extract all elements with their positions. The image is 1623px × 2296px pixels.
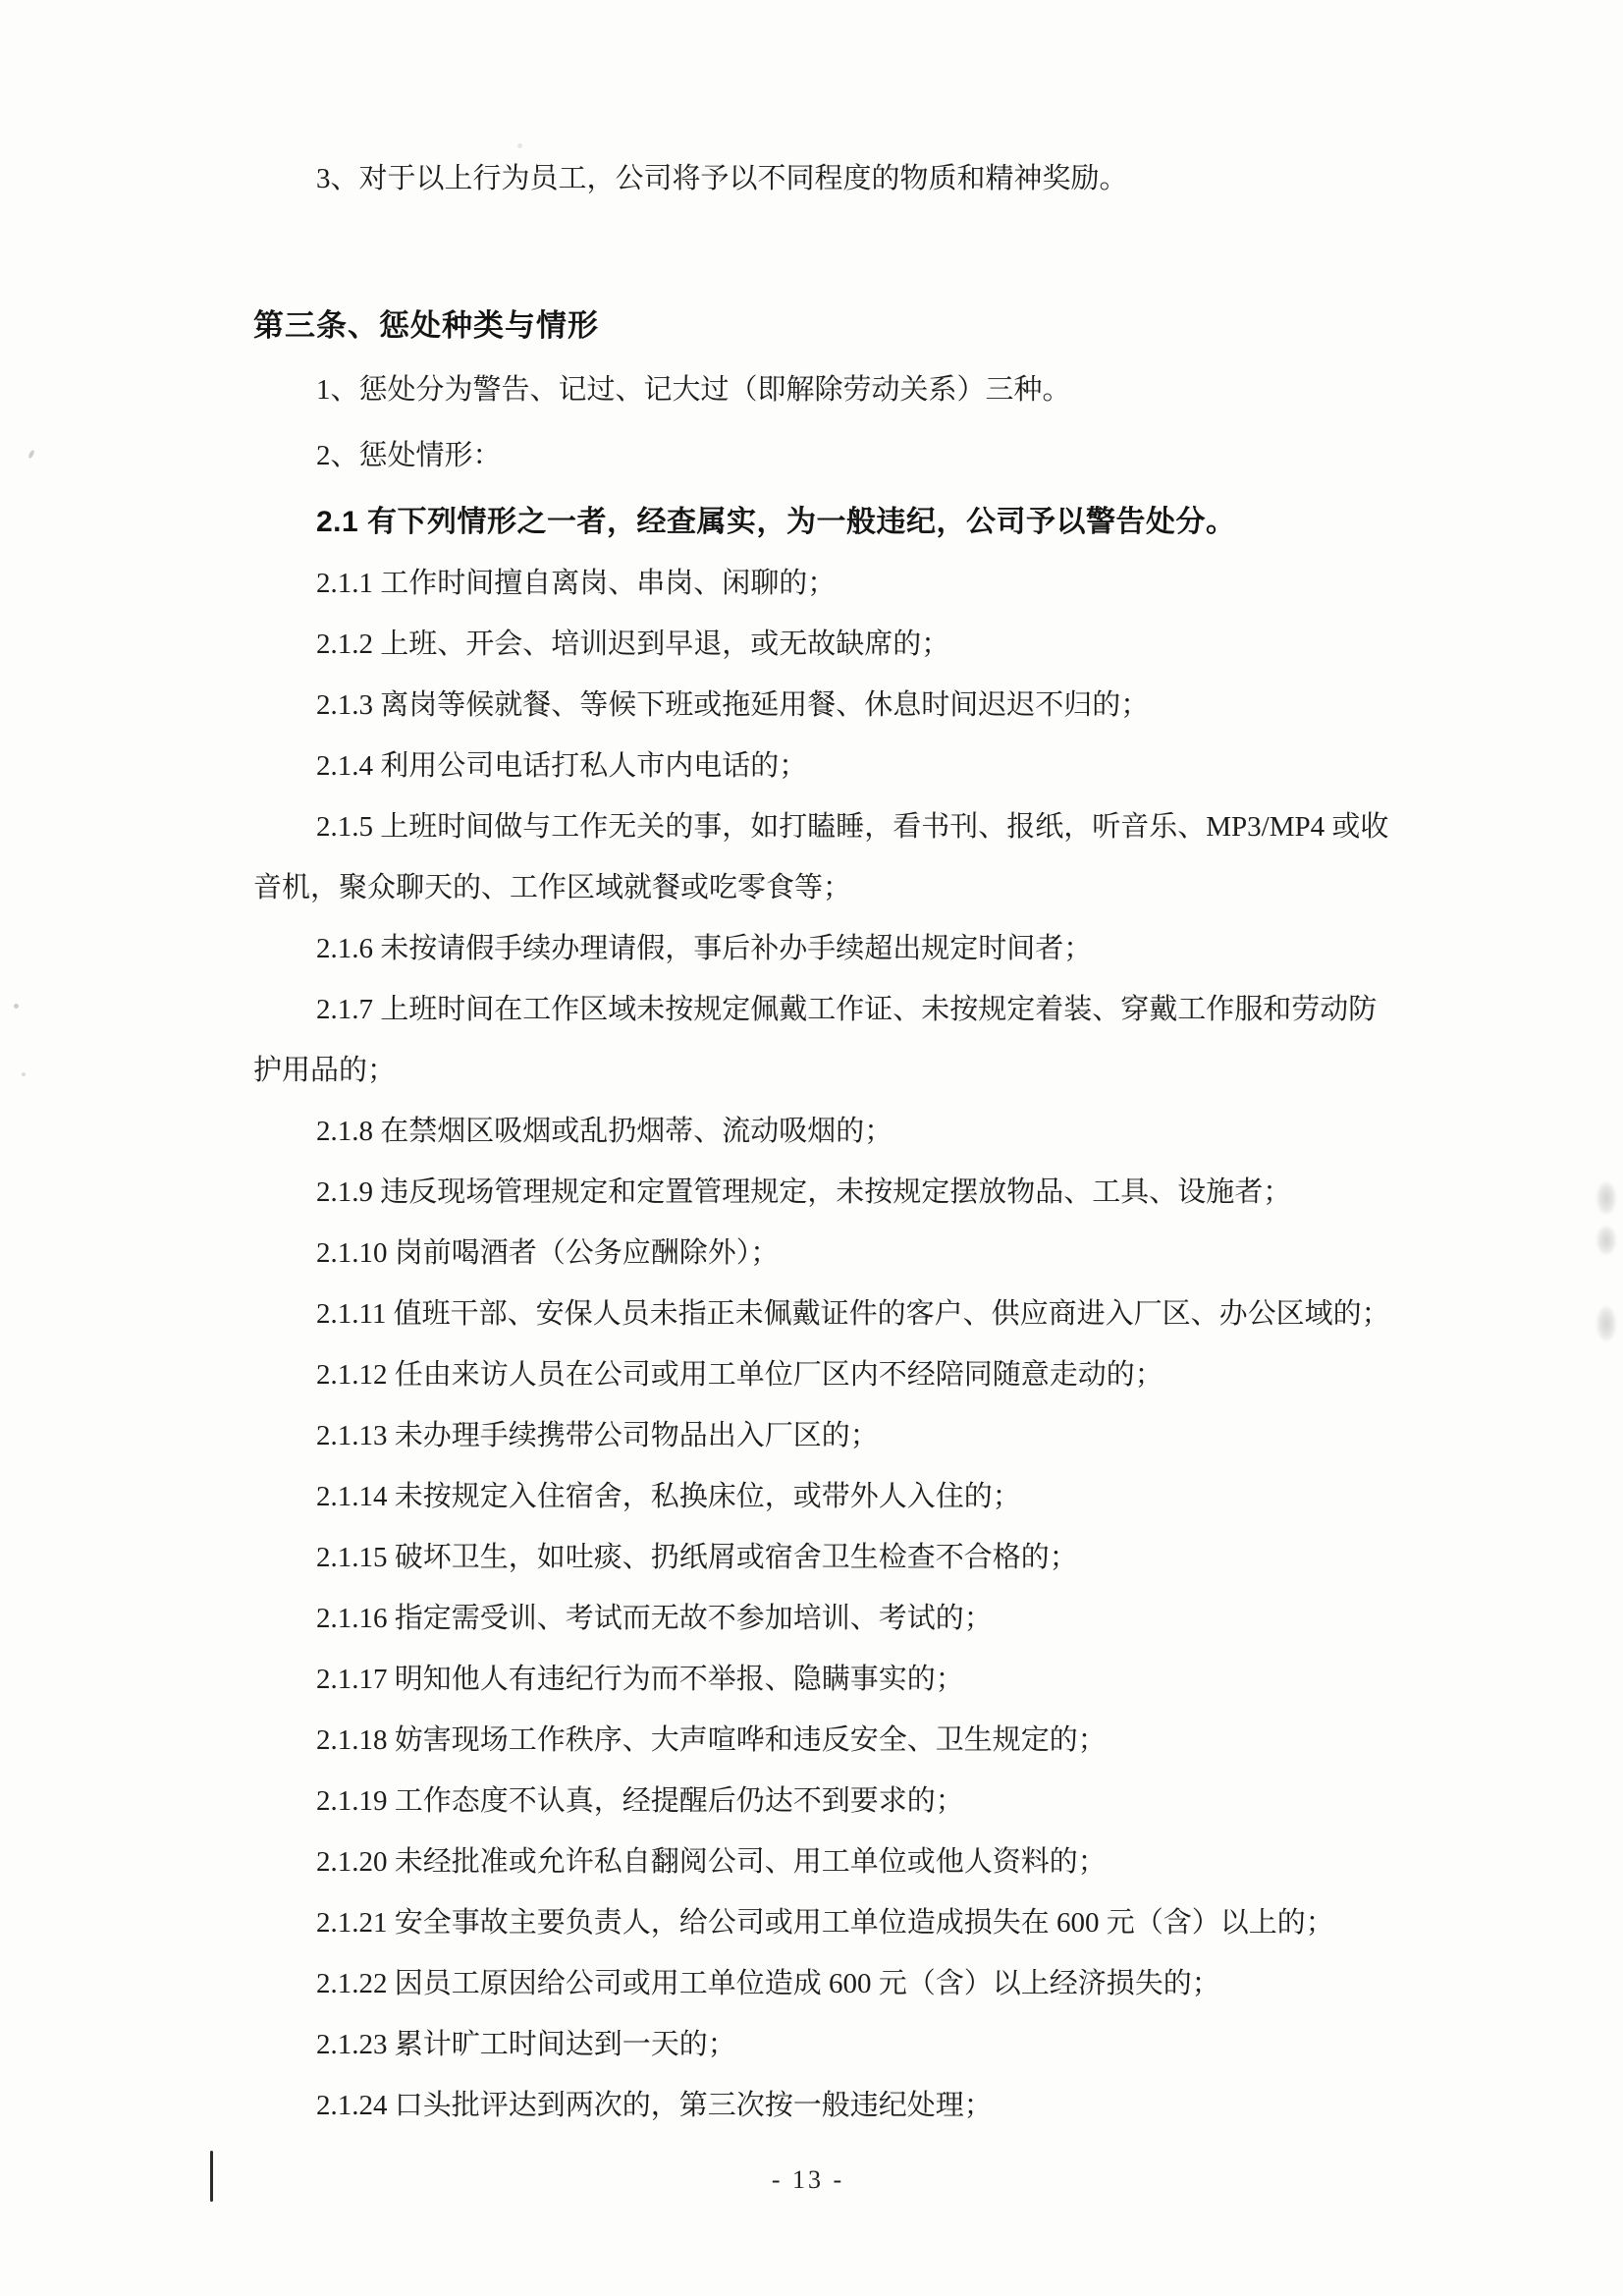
clause-line: 2.1.20 未经批准或允许私自翻阅公司、用工单位或他人资料的； xyxy=(316,1846,1107,1878)
paragraph-item-2: 2、惩处情形： xyxy=(316,440,502,471)
clause-2-1-heading: 2.1 有下列情形之一者，经查属实，为一般违纪，公司予以警告处分。 xyxy=(316,506,1236,538)
paragraph-item-1: 1、惩处分为警告、记过、记大过（即解除劳动关系）三种。 xyxy=(316,374,1071,406)
clause-line: 2.1.22 因员工原因给公司或用工单位造成 600 元（含）以上经济损失的； xyxy=(316,1968,1220,1999)
scan-speck xyxy=(27,450,35,460)
clause-line-continuation: 护用品的； xyxy=(253,1055,397,1086)
clause-line: 2.1.18 妨害现场工作秩序、大声喧哗和违反安全、卫生规定的； xyxy=(316,1724,1107,1756)
bleed-through-mark xyxy=(1596,1226,1616,1255)
clause-line: 2.1.19 工作态度不认真，经提醒后仍达不到要求的； xyxy=(316,1785,964,1817)
clause-line: 2.1.5 上班时间做与工作无关的事，如打瞌睡，看书刊、报纸，听音乐、MP3/MP4 或收 xyxy=(316,811,1389,843)
clause-line-continuation: 音机，聚众聊天的、工作区域就餐或吃零食等； xyxy=(253,872,852,903)
clause-line: 2.1.24 口头批评达到两次的，第三次按一般违纪处理； xyxy=(316,2090,993,2121)
clause-line: 2.1.3 离岗等候就餐、等候下班或拖延用餐、休息时间迟迟不归的； xyxy=(316,689,1150,721)
clause-line: 2.1.4 利用公司电话打私人市内电话的； xyxy=(316,750,808,782)
clause-line: 2.1.8 在禁烟区吸烟或乱扔烟蒂、流动吸烟的； xyxy=(316,1116,893,1147)
clause-line: 2.1.10 岗前喝酒者（公务应酬除外）； xyxy=(316,1237,780,1269)
clause-line: 2.1.23 累计旷工时间达到一天的； xyxy=(316,2029,736,2060)
clause-line: 2.1.6 未按请假手续办理请假，事后补办手续超出规定时间者； xyxy=(316,933,1093,964)
clause-line: 2.1.15 破坏卫生，如吐痰、扔纸屑或宿舍卫生检查不合格的； xyxy=(316,1542,1078,1573)
clause-line: 2.1.9 违反现场管理规定和定置管理规定，未按规定摆放物品、工具、设施者； xyxy=(316,1176,1292,1208)
clause-line: 2.1.12 任由来访人员在公司或用工单位厂区内不经陪同随意走动的； xyxy=(316,1359,1163,1391)
bleed-through-mark xyxy=(1596,1306,1616,1341)
scan-speck xyxy=(517,143,522,148)
clause-line: 2.1.7 上班时间在工作区域未按规定佩戴工作证、未按规定着装、穿戴工作服和劳动防 xyxy=(316,994,1378,1025)
clause-line: 2.1.17 明知他人有违纪行为而不举报、隐瞒事实的； xyxy=(316,1664,964,1695)
clause-line: 2.1.21 安全事故主要负责人，给公司或用工单位造成损失在 600 元（含）以上的； xyxy=(316,1907,1334,1939)
clause-line: 2.1.16 指定需受训、考试而无故不参加培训、考试的； xyxy=(316,1603,993,1634)
scan-speck xyxy=(22,1072,26,1076)
clause-line: 2.1.14 未按规定入住宿舍，私换床位，或带外人入住的； xyxy=(316,1481,1021,1512)
scan-speck xyxy=(14,1004,19,1009)
clause-line: 2.1.2 上班、开会、培训迟到早退，或无故缺席的； xyxy=(316,629,950,660)
paragraph-item-3: 3、对于以上行为员工，公司将予以不同程度的物质和精神奖励。 xyxy=(316,163,1128,194)
clause-line-list xyxy=(253,570,1446,2153)
document-text-block xyxy=(253,165,1446,2201)
clause-line: 2.1.13 未办理手续携带公司物品出入厂区的； xyxy=(316,1420,879,1451)
section-heading: 第三条、惩处种类与情形 xyxy=(253,308,599,343)
clause-line: 2.1.1 工作时间擅自离岗、串岗、闲聊的； xyxy=(316,568,837,599)
bleed-through-mark xyxy=(1596,1181,1616,1215)
scan-artifact-margin-line xyxy=(210,2151,213,2202)
clause-line: 2.1.11 值班干部、安保人员未指正未佩戴证件的客户、供应商进入厂区、办公区域的； xyxy=(316,1298,1390,1330)
page-number: - 13 - xyxy=(771,2165,845,2194)
